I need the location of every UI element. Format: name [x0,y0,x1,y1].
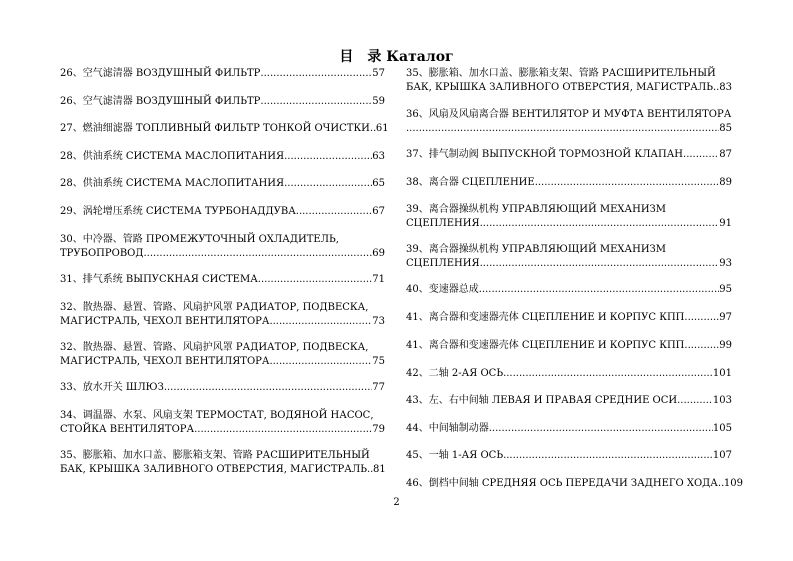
toc-entry-title: МАГИСТРАЛЬ, ЧЕХОЛ ВЕНТИЛЯТОРА [60,316,270,327]
toc-entry-title: 28、供油系统 СИСТЕМА МАСЛОПИТАНИЯ [60,178,285,189]
toc-entry-page: 93 [719,258,732,269]
dot-leader [503,449,713,463]
toc-entry-page: 105 [712,423,732,434]
toc-entry-page: 77 [372,382,385,393]
toc-entry-page: 79 [372,424,385,435]
dot-leader [144,247,373,261]
toc-entry[interactable] [406,108,732,136]
toc-entry-title: БАК, КРЫШКА ЗАЛИВНОГО ОТВЕРСТИЯ, МАГИСТРАЛЬ [406,82,713,93]
toc-entry-title: 33、放水开关 ШЛЮЗ [60,382,164,393]
toc-entry-title: 30、中冷器、管路 ПРОМЕЖУТОЧНЫЙ ОХЛАДИТЕЛЬ, [60,234,339,245]
toc-entry-title: 34、调温器、水泵、风扇支架 ТЕРМОСТАТ, ВОДЯНОЙ НАСОС, [60,410,374,421]
toc-entry-title: 46、倒档中间轴 СРЕДНЯЯ ОСЬ ПЕРЕДАЧИ ЗАДНЕГО ХОДА [406,478,718,489]
toc-entry[interactable] [406,449,732,463]
toc-entry-page: 95 [719,284,732,295]
toc-entry[interactable] [60,150,385,164]
toc-entry[interactable] [406,339,732,353]
toc-entry-page: 89 [719,177,732,188]
toc-entry-page: 59 [372,96,385,107]
toc-entry-title: 38、离合器 СЦЕПЛЕНИЕ [406,177,535,188]
toc-entry-page: 85 [719,123,732,134]
toc-entry[interactable] [406,422,732,436]
toc-entry-title: 27、燃油细滤器 ТОПЛИВНЫЙ ФИЛЬТР ТОНКОЙ ОЧИСТКИ [60,123,370,134]
dot-leader [677,394,713,408]
dot-leader [683,148,719,162]
toc-entry-page: 101 [712,368,732,379]
toc-entry-page: 69 [372,248,385,259]
page-number: 2 [393,497,400,508]
toc-entry[interactable] [60,409,385,437]
toc-entry-page: 103 [712,395,732,406]
toc-entry[interactable] [406,367,732,381]
dot-leader [269,315,372,329]
toc-entry-title: МАГИСТРАЛЬ, ЧЕХОЛ ВЕНТИЛЯТОРА [60,356,270,367]
toc-entry-title: 26、空气滤清器 ВОЗДУШНЫЙ ФИЛЬТР [60,68,261,79]
toc-entry-title: 35、膨胀箱、加水口盖、膨胀箱支架、管路 РАСШИРИТЕЛЬНЫЙ [406,68,716,79]
toc-entry[interactable] [406,311,732,325]
toc-entry-title: 39、离合器操纵机构 УПРАВЛЯЮЩИЙ МЕХАНИЗМ [406,204,667,215]
dot-leader [284,150,372,164]
toc-entry-title: СТОЙКА ВЕНТИЛЯТОРА [60,424,195,435]
toc-entry-title: 35、膨胀箱、加水口盖、膨胀箱支架、管路 РАСШИРИТЕЛЬНЫЙ [60,450,370,461]
toc-entry-title: 26、空气滤清器 ВОЗДУШНЫЙ ФИЛЬТР [60,96,261,107]
toc-entry[interactable] [406,148,732,162]
toc-entry-page: 65 [372,178,385,189]
toc-entry-title: 36、风扇及风扇离合器 ВЕНТИЛЯТОР И МУФТА ВЕНТИЛЯТОРА [406,109,732,120]
toc-entry-title: 41、离合器和变速器壳体 СЦЕПЛЕНИЕ И КОРПУС КПП [406,340,685,351]
toc-entry-title: ТРУБОПРОВОД [60,248,144,259]
toc-entry-page: 61 [375,123,389,134]
toc-entry-title: 28、供油系统 СИСТЕМА МАСЛОПИТАНИЯ [60,151,285,162]
toc-entry-page: 83 [719,82,732,93]
toc-entry[interactable] [60,233,385,261]
dot-leader [480,257,720,271]
toc-entry-title: СЦЕПЛЕНИЯ [406,218,480,229]
toc-entry[interactable] [60,381,385,395]
toc-entry[interactable] [406,203,732,231]
toc-entry-page: 87 [719,149,732,160]
toc-entry-page: 71 [372,274,385,285]
toc-entry-title: 32、散热器、悬置、管路、风扇护风罩 РАДИАТОР, ПОДВЕСКА, [60,342,369,353]
toc-entry-page: 63 [372,151,385,162]
toc-entry-page: 75 [372,356,385,367]
toc-entry[interactable] [60,341,385,369]
toc-entry[interactable] [60,177,385,191]
toc-entry[interactable] [406,394,732,408]
toc-entry-title: 37、排气制动阀 ВЫПУСКНОЙ ТОРМОЗНОЙ КЛАПАН [406,149,684,160]
dot-leader [684,311,719,325]
toc-entry[interactable] [406,477,743,491]
toc-entry-title: 40、变速器总成 [406,284,479,295]
dot-leader [406,122,719,136]
toc-entry-title: 44、中间轴制动器 [406,423,489,434]
dot-leader [260,67,372,81]
toc-entry-title: СЦЕПЛЕНИЯ [406,258,480,269]
toc-entry-page: 109 [723,478,743,489]
dot-leader [258,273,372,287]
toc-entry-page: 99 [719,340,732,351]
toc-entry[interactable] [406,67,732,95]
toc-entry-title: 41、离合器和变速器壳体 СЦЕПЛЕНИЕ И КОРПУС КПП [406,312,685,323]
toc-entry-page: 67 [372,206,385,217]
toc-entry-title: 29、涡轮增压系统 СИСТЕМА ТУРБОНАДДУВА [60,206,296,217]
toc-entry[interactable] [60,449,385,477]
toc-entry-title: 39、离合器操纵机构 УПРАВЛЯЮЩИЙ МЕХАНИЗМ [406,244,667,255]
toc-entry-page: 91 [719,218,732,229]
toc-entry-page: 81 [372,464,386,475]
dot-leader [479,283,720,297]
dot-leader [164,381,372,395]
dot-leader [503,367,713,381]
toc-entry-page: 57 [372,68,385,79]
toc-entry[interactable] [60,67,385,81]
dot-leader [284,177,372,191]
toc-entry-title: 32、散热器、悬置、管路、风扇护风罩 РАДИАТОР, ПОДВЕСКА, [60,302,369,313]
toc-entry-page: 97 [719,312,732,323]
dot-leader [260,95,372,109]
dot-leader [269,355,372,369]
dot-leader [480,217,720,231]
toc-entry[interactable] [406,283,732,297]
toc-entry[interactable] [60,301,385,329]
dot-leader [489,422,713,436]
toc-entry[interactable] [60,95,385,109]
toc-entry-title: БАК, КРЫШКА ЗАЛИВНОГО ОТВЕРСТИЯ, МАГИСТРАЛЬ [60,464,367,475]
toc-entry-title: 42、二轴 2-АЯ ОСЬ [406,368,504,379]
dot-leader [535,176,720,190]
toc-entry-title: 45、一轴 1-АЯ ОСЬ [406,450,504,461]
toc-entry-title: 43、左、右中间轴 ЛЕВАЯ И ПРАВАЯ СРЕДНИЕ ОСИ [406,395,678,406]
toc-entry-page: 73 [372,316,385,327]
toc-entry[interactable] [406,176,732,190]
page-title: 目 录 Каталог [339,49,454,65]
toc-entry[interactable] [60,122,389,136]
toc-entry-title: 31、排气系统 ВЫПУСКНАЯ СИСТЕМА [60,274,258,285]
toc-entry[interactable] [60,273,385,287]
toc-entry-page: 107 [712,450,732,461]
dot-leader [194,423,372,437]
dot-leader [684,339,719,353]
dot-leader [296,205,373,219]
toc-entry[interactable] [60,205,385,219]
toc-entry[interactable] [406,243,732,271]
